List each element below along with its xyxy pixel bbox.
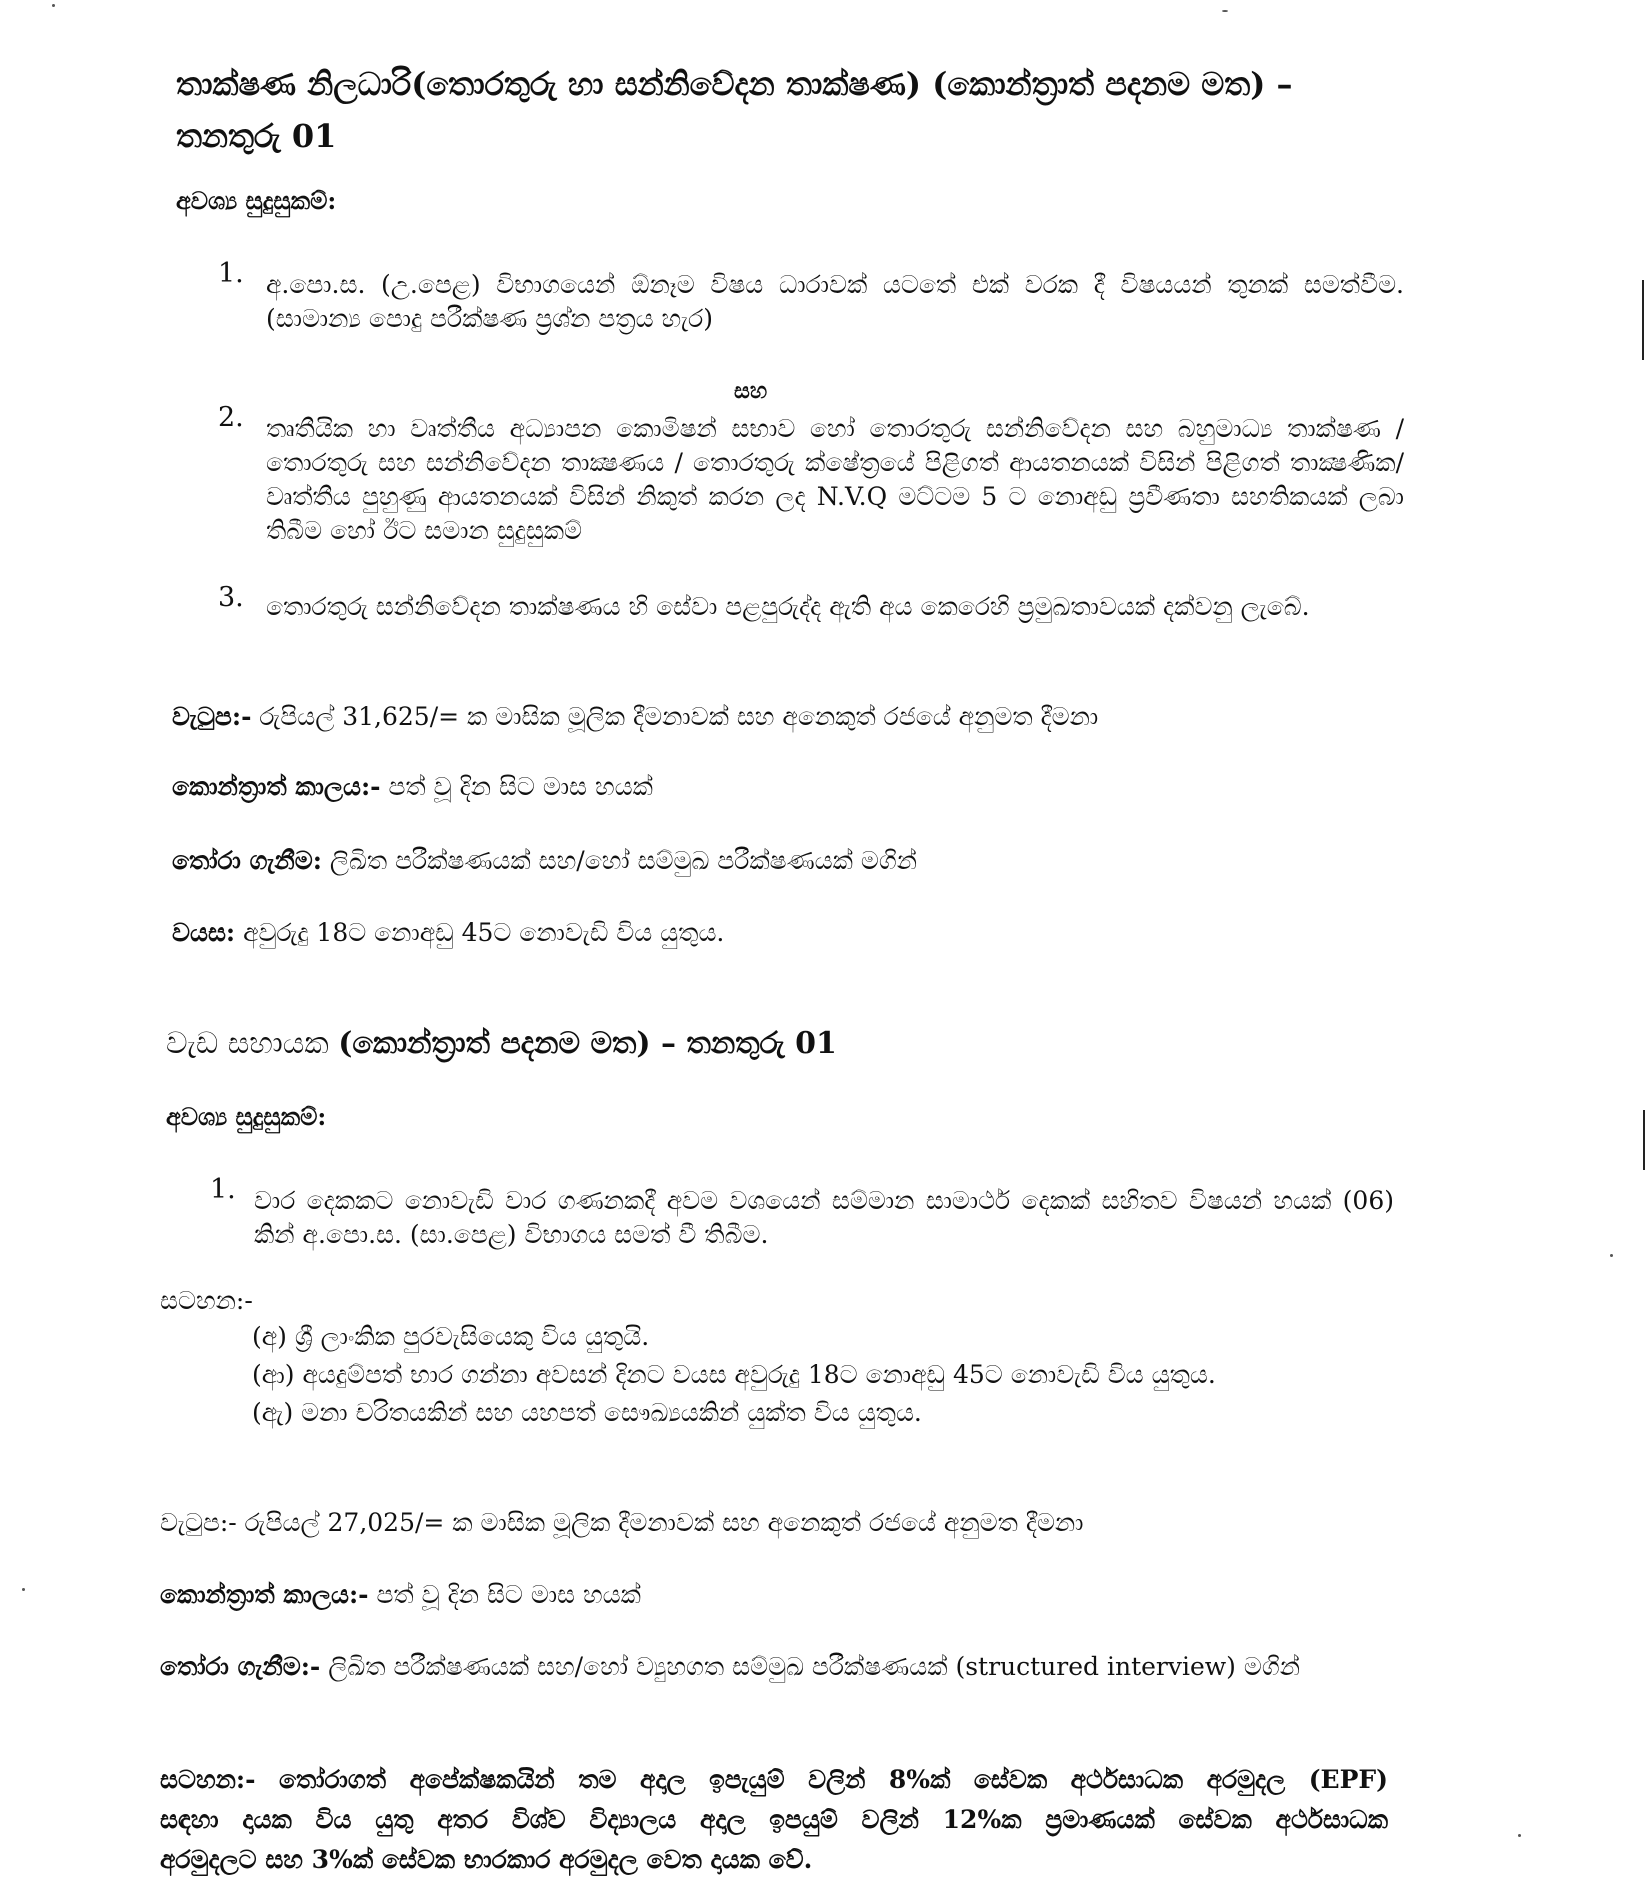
section1-age-text: අවුරුදු 18ට නොඅඩු 45ට නොවැඩි විය යුතුය. [235, 918, 725, 947]
section2-item-1-text: වාර දෙකකට නොවැඩි වාර ගණනකදී අවම වශයෙන් සම්මාන සාමාර්ථ දෙකක් සහිතව විෂයන් හයක් (06) කින් අ.පො.ස. (සා.පෙළ) විභාගය සමත් වී තිබීම. [254, 1186, 1394, 1249]
section2-note-b: (ආ) අයදුම්පත් භාර ගන්නා අවසන් දිනට වයස අවුරුදු 18ට නොඅඩු 45ට නොවැඩි විය යුතුය. [252, 1360, 1216, 1389]
section2-selection [160, 1652, 1300, 1682]
section2-salary [160, 1508, 1083, 1538]
section1-age-label: වයස: [172, 918, 236, 947]
scan-speck [1222, 10, 1228, 12]
section2-qualifications-heading: අවශ්‍ය සුදුසුකම්: [166, 1102, 327, 1131]
section2-note-a: (අ) ශ්‍රී ලාංකික පුරවැසියෙකු විය යුතුයි. [252, 1322, 650, 1351]
section2-contract-label: කොන්ත්‍රාත් කාලය:- [160, 1580, 369, 1609]
scan-speck [1610, 1254, 1613, 1257]
section2-notes-list [252, 1318, 1216, 1432]
scan-speck [1518, 1834, 1521, 1837]
section1-item-1-text: අ.පො.ස. (උ.පෙළ) විභාගයෙන් ඕනෑම විෂය ධාරාවක් යටතේ එක් වරක දී විෂයයන් තුනක් සමත්වීම. (සාමාන්‍ය පොදු පරීක්ෂණ ප්‍රශ්න පත්‍රය හැර) [266, 270, 1404, 333]
section2-selection-text: ලිඛිත පරීක්ෂණයක් සහ/හෝ ව්‍යුහගත සම්මුඛ පරීක්ෂණයක් (structured interview) මගින් [320, 1652, 1301, 1681]
section1-salary [172, 702, 1098, 732]
section1-item-3-number: 3. [218, 582, 244, 613]
scan-speck [22, 1588, 25, 1591]
section2-salary-text: රුපියල් 27,025/= ක මාසික මූලික දීමනාවක් සහ අනෙකුත් රජයේ අනුමත දීමනා [236, 1508, 1084, 1537]
section2-item-1-number: 1. [210, 1174, 236, 1205]
section2-title-part1: වැඩ සහායක [166, 1026, 339, 1061]
section2-contract-text: පත් වූ දින සිට මාස හයක් [368, 1580, 641, 1609]
scan-speck [52, 4, 55, 7]
section1-salary-label: වැටුප:- [172, 702, 252, 731]
footer-note [160, 1760, 1388, 1880]
section2-title-part2: (කොන්ත්‍රාත් පදනම මත) – තනතුරු 01 [338, 1026, 837, 1061]
section2-contract-period [160, 1580, 641, 1610]
section1-age [172, 918, 724, 948]
section1-selection-text: ලිඛිත පරීක්ෂණයක් සහ/හෝ සම්මුඛ පරීක්ෂණයක් මගින් [321, 846, 918, 875]
section1-title-line1: තාක්ෂණ නිලධාරි(තොරතුරු හා සන්නිවේදන තාක්ෂණ) (කොන්ත්‍රාත් පදනම මත) – [176, 65, 1293, 103]
section1-item-2-number: 2. [218, 402, 244, 433]
scan-edge-line [1643, 1110, 1645, 1170]
section1-title-line2: තනතුරු 01 [176, 117, 337, 155]
section2-salary-label: වැටුප:- [160, 1508, 237, 1537]
section1-contract-period [172, 772, 653, 802]
section2-selection-label: තෝරා ගැනීම:- [160, 1652, 321, 1681]
section1-qualifications-heading: අවශ්‍ය සුදුසුකම්: [176, 186, 337, 215]
section1-title [176, 58, 1476, 162]
section1-item-1-number: 1. [218, 258, 244, 289]
footer-note-line3: අරමුදලට සහ 3%ක් සේවක භාරකාර අරමුදල වෙත දායක වේ. [160, 1845, 813, 1874]
section1-contract-label: කොන්ත්‍රාත් කාලය:- [172, 772, 381, 801]
footer-note-line1: සටහන:- තෝරාගත් අපේක්ෂකයින් තම අදාල ඉපැයුම් වලින් 8%ක් සේවක අර්ථසාධක අරමුදල (EPF) [160, 1765, 1388, 1794]
section2-title [166, 1026, 837, 1061]
section1-item-3-text: තොරතුරු සන්නිවේදන තාක්ෂණය හි සේවා පළපුරුද්ද ඇති අය කෙරෙහි ප්‍රමුඛතාවයක් දක්වනු ලැබේ. [266, 592, 1310, 621]
section1-selection-label: තෝරා ගැනීම: [172, 846, 322, 875]
footer-note-line2: සඳහා දායක විය යුතු අතර විශ්ව විද්‍යාලය අදාල ඉපයුම් වලින් 12%ක ප්‍රමාණයක් සේවක අර්ථසාධක [160, 1805, 1388, 1834]
section2-note-c: (ඇ) මනා චරිතයකින් සහ යහපත් සෞඛ්‍යයකින් යුක්ත විය යුතුය. [252, 1398, 922, 1427]
section2-notes-label: සටහන:- [160, 1286, 253, 1315]
section1-and-word: සහ [734, 378, 768, 404]
section1-item-2-text: තෘතීයික හා වෘත්තීය අධ්‍යාපන කොමිෂන් සභාව හෝ තොරතුරු සන්නිවේදන සහ බහුමාධ්‍ය තාක්ෂණ / තොරතුරු සහ සන්නිවේදන තාක්‍ෂණය / තොරතුරු ක්ෂේත්‍රයේ පිළිගත් ආයතනයක් විසින් පිළිගත් තාක්‍ෂණික/වෘත්තීය පුහුණු ආයතනයක් විසින් නිකුත් කරන ලද N.V.Q මට්ටම 5 ට නොඅඩු ප්‍රවීණතා සහතිකයක් ලබා තිබීම හෝ ඊට සමාන සුදුසුකම් [266, 414, 1404, 545]
scan-edge-line [1642, 280, 1644, 360]
section1-selection [172, 846, 917, 876]
section1-salary-text: රුපියල් 31,625/= ක මාසික මූලික දීමනාවක් සහ අනෙකුත් රජයේ අනුමත දීමනා [251, 702, 1099, 731]
section1-contract-text: පත් වූ දින සිට මාස හයක් [380, 772, 653, 801]
